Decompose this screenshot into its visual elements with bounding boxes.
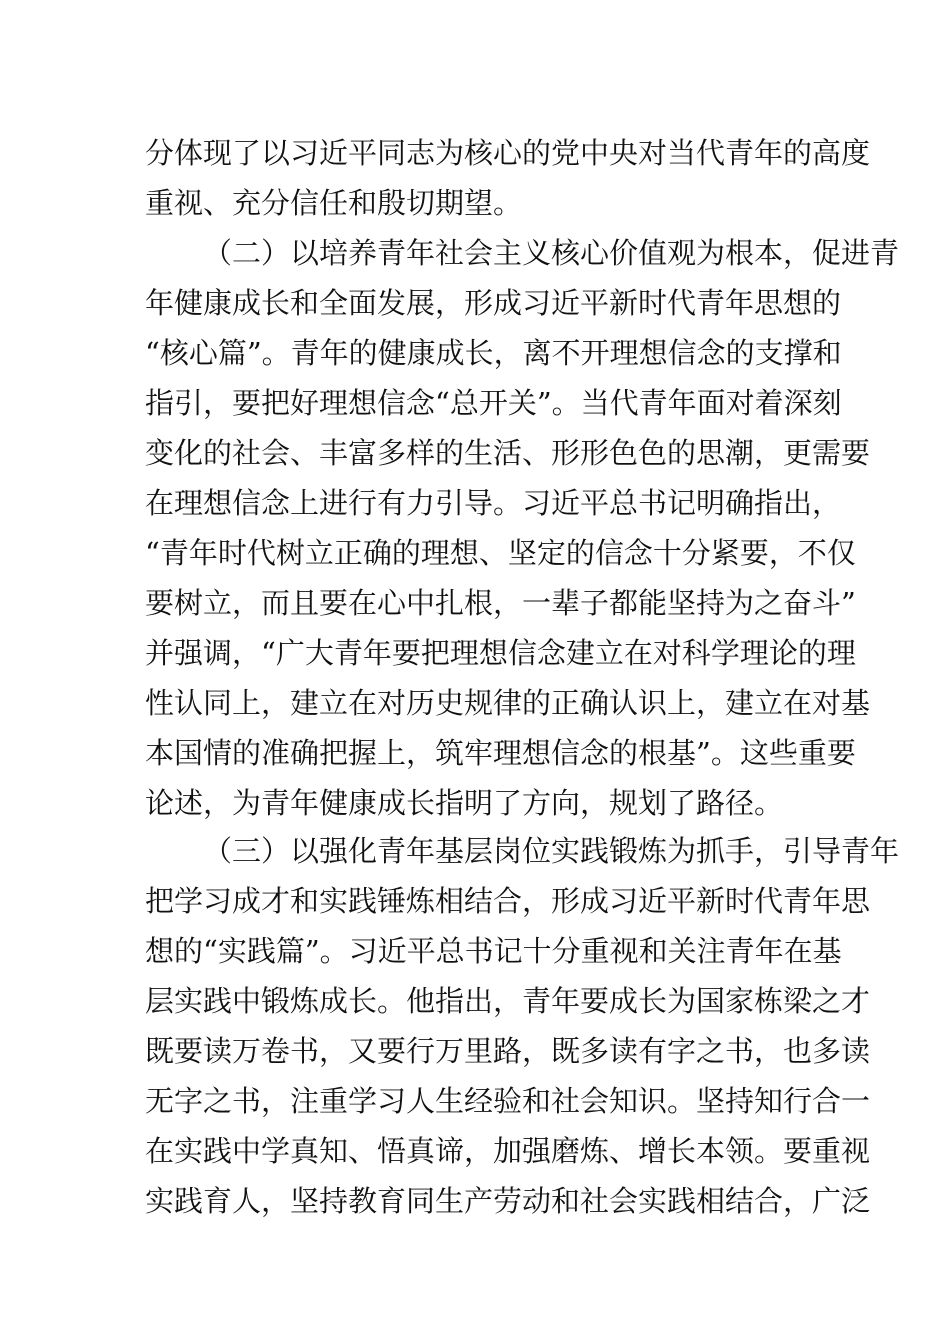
paragraph-line: （二）以培养青年社会主义核心价值观为根本，促进青 (203, 236, 900, 270)
paragraph-line: 要树立，而且要在心中扎根，一辈子都能坚持为之奋斗” (145, 586, 856, 620)
paragraph-line: 论述，为青年健康成长指明了方向，规划了路径。 (145, 786, 784, 820)
paragraph-line: “核心篇”。青年的健康成长，离不开理想信念的支撑和 (145, 336, 842, 370)
paragraph-line: 层实践中锻炼成长。他指出，青年要成长为国家栋梁之才 (145, 984, 871, 1018)
paragraph-line: 年健康成长和全面发展，形成习近平新时代青年思想的 (145, 286, 842, 320)
paragraph-line: （三）以强化青年基层岗位实践锻炼为抓手，引导青年 (203, 834, 900, 868)
paragraph-line: 无字之书，注重学习人生经验和社会知识。坚持知行合一 (145, 1084, 871, 1118)
paragraph-line: 既要读万卷书，又要行万里路，既多读有字之书，也多读 (145, 1034, 871, 1068)
paragraph-line: 在理想信念上进行有力引导。习近平总书记明确指出， (145, 486, 842, 520)
paragraph-line: 指引，要把好理想信念“总开关”。当代青年面对着深刻 (145, 386, 842, 420)
paragraph-line: 想的“实践篇”。习近平总书记十分重视和关注青年在基 (145, 934, 842, 968)
paragraph-line: “青年时代树立正确的理想、坚定的信念十分紧要，不仅 (145, 536, 856, 570)
paragraph-line: 分体现了以习近平同志为核心的党中央对当代青年的高度 (145, 136, 871, 170)
paragraph-line: 本国情的准确把握上，筑牢理想信念的根基”。这些重要 (145, 736, 856, 770)
paragraph-line: 重视、充分信任和殷切期望。 (145, 186, 523, 220)
paragraph-line: 把学习成才和实践锤炼相结合，形成习近平新时代青年思 (145, 884, 871, 918)
paragraph-line: 并强调，“广大青年要把理想信念建立在对科学理论的理 (145, 636, 856, 670)
paragraph-line: 变化的社会、丰富多样的生活、形形色色的思潮，更需要 (145, 436, 871, 470)
paragraph-line: 实践育人，坚持教育同生产劳动和社会实践相结合，广泛 (145, 1184, 871, 1218)
paragraph-line: 在实践中学真知、悟真谛，加强磨炼、增长本领。要重视 (145, 1134, 871, 1168)
paragraph-line: 性认同上，建立在对历史规律的正确认识上，建立在对基 (145, 686, 871, 720)
